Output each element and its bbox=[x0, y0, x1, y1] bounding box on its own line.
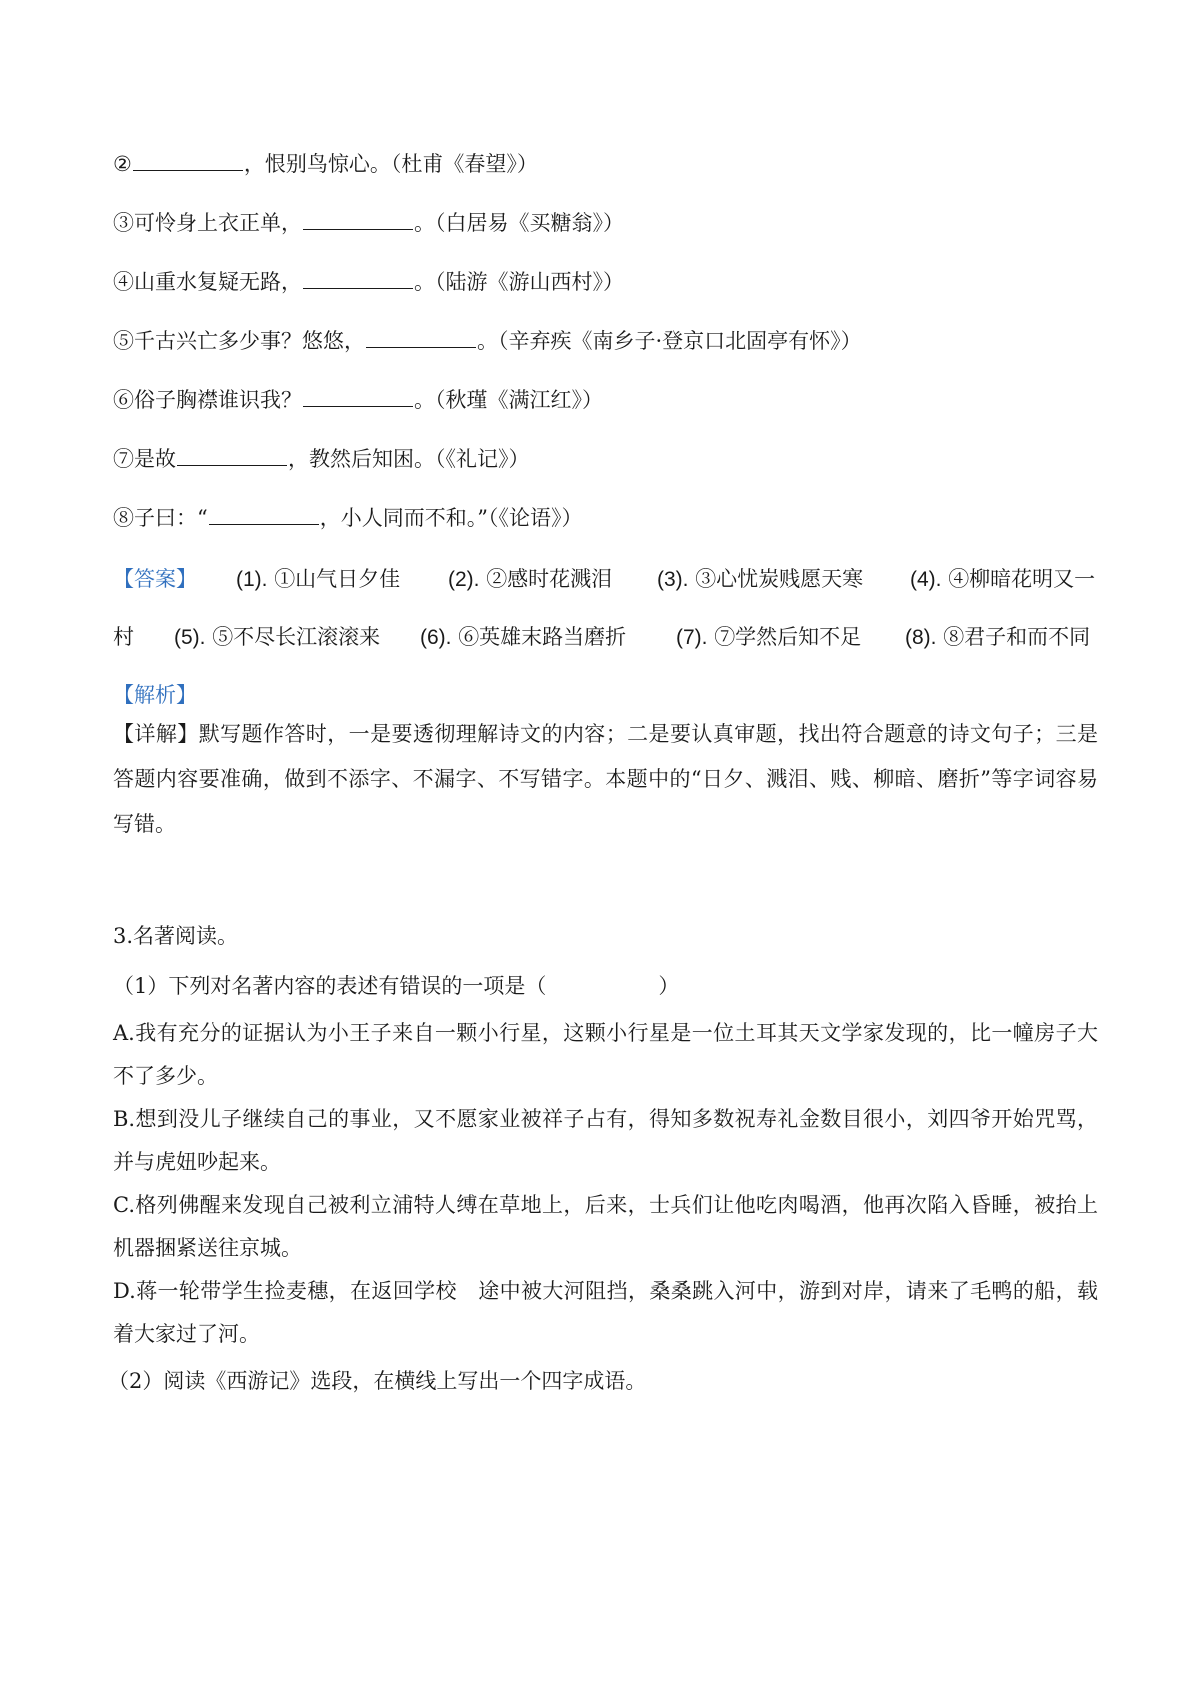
question-3-source: 。（白居易《买糖翁》） bbox=[414, 211, 624, 235]
answer-blank bbox=[209, 504, 319, 525]
answer-item-1: (1). ①山气日夕佳 bbox=[236, 567, 401, 591]
question-4 bbox=[113, 268, 624, 296]
answer-item-3: (3). ③心忧炭贱愿天寒 bbox=[657, 567, 864, 591]
option-c: C.格列佛醒来发现自己被利立浦特人缚在草地上，后来，士兵们让他吃肉喝酒，他再次陷入昏睡，被抬上机器捆紧送往京城。 bbox=[113, 1193, 1098, 1260]
option-a: A.我有充分的证据认为小王子来自一颗小行星，这颗小行星是一位土耳其天文学家发现的，比一幢房子大不了多少。 bbox=[113, 1021, 1098, 1088]
answer-item-4-cont: 村 bbox=[113, 625, 134, 649]
question-7-text: ⑦是故 bbox=[113, 447, 176, 471]
answer-blank bbox=[303, 386, 413, 407]
question-6-source: 。（秋瑾《满江红》） bbox=[414, 388, 603, 412]
question-7-source: ，教然后知困。（《礼记》） bbox=[288, 447, 530, 471]
question-6 bbox=[113, 386, 603, 414]
answer-blank bbox=[133, 150, 243, 171]
question-8 bbox=[113, 504, 583, 532]
question-5-text: ⑤千古兴亡多少事？悠悠， bbox=[113, 329, 365, 353]
answer-blank bbox=[303, 268, 413, 289]
option-d: D.蒋一轮带学生捡麦穗，在返回学校 途中被大河阻挡，桑桑跳入河中，游到对岸，请来了毛鸭的船，载着大家过了河。 bbox=[113, 1279, 1098, 1346]
question-4-source: 。（陆游《游山西村》） bbox=[414, 270, 624, 294]
answer-blank bbox=[366, 327, 476, 348]
analysis-detail: 【详解】默写题作答时，一是要透彻理解诗文的内容；二是要认真审题，找出符合题意的诗文句子；三是答题内容要准确，做到不添字、不漏字、不写错字。本题中的“日夕、溅泪、贱、柳暗、磨折”等字词容易写错。 bbox=[113, 722, 1098, 836]
answer-item-8: (8). ⑧君子和而不同 bbox=[905, 625, 1091, 649]
analysis-tag: 【解析】 bbox=[113, 683, 197, 707]
section-3-title: 3.名著阅读。 bbox=[113, 924, 239, 948]
question-2-text: ，恨别鸟惊心。（杜甫《春望》） bbox=[243, 152, 538, 176]
answer-item-2: (2). ②感时花溅泪 bbox=[448, 567, 613, 591]
answer-item-7: (7). ⑦学然后知不足 bbox=[676, 625, 862, 649]
answer-blank bbox=[303, 209, 413, 230]
question-6-text: ⑥俗子胸襟谁识我？ bbox=[113, 388, 302, 412]
answer-blank bbox=[177, 445, 287, 466]
answer-item-4: (4). ④柳暗花明又一 bbox=[910, 567, 1096, 591]
section-3-sub2: （2）阅读《西游记》选段，在横线上写出一个四字成语。 bbox=[108, 1369, 647, 1393]
question-3-text: ③可怜身上衣正单， bbox=[113, 211, 302, 235]
question-5 bbox=[113, 327, 862, 355]
question-5-source: 。（辛弃疾《南乡子·登京口北固亭有怀》） bbox=[477, 329, 862, 353]
section-3-sub1: （1）下列对名著内容的表述有错误的一项是（ ） bbox=[113, 974, 680, 998]
question-2 bbox=[113, 150, 538, 178]
question-4-text: ④山重水复疑无路， bbox=[113, 270, 302, 294]
option-b: B.想到没儿子继续自己的事业，又不愿家业被祥子占有，得知多数祝寿礼金数目很小，刘四爷开始咒骂，并与虎妞吵起来。 bbox=[113, 1107, 1098, 1174]
question-3 bbox=[113, 209, 624, 237]
question-8-source: ，小人同而不和。”（《论语》） bbox=[319, 506, 583, 530]
question-7 bbox=[113, 445, 530, 473]
answer-item-6: (6). ⑥英雄末路当磨折 bbox=[420, 625, 627, 649]
answer-item-5: (5). ⑤不尽长江滚滚来 bbox=[174, 625, 381, 649]
question-8-text: ⑧子曰：“ bbox=[113, 506, 208, 530]
answer-tag: 【答案】 bbox=[113, 567, 197, 591]
question-2-number: ② bbox=[113, 152, 132, 176]
